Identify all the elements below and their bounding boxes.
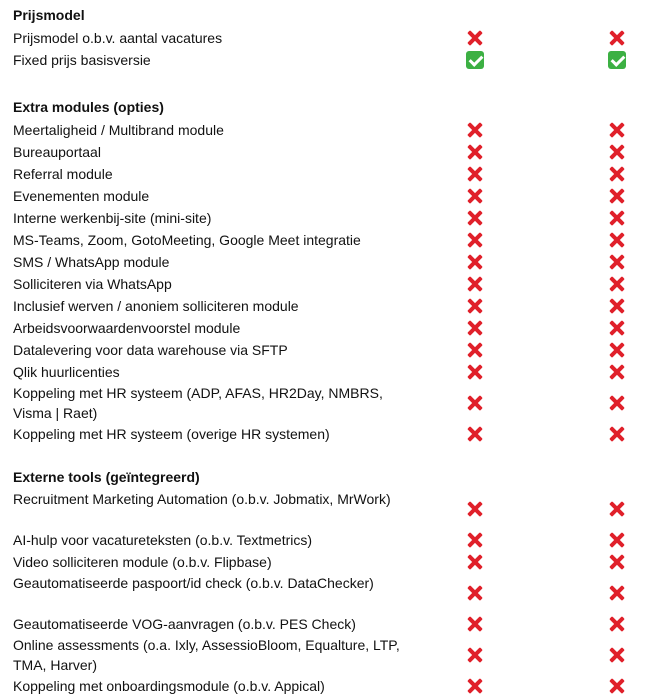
table-row (0, 361, 658, 383)
feature-label: Bureauportaal (13, 144, 101, 160)
cross-icon (607, 164, 627, 184)
cross-icon (607, 583, 627, 603)
table-row (0, 489, 658, 529)
cross-icon (465, 424, 485, 444)
cross-icon (607, 530, 627, 550)
table-row (0, 273, 658, 295)
check-icon (607, 50, 627, 70)
feature-label: Video solliciteren module (o.b.v. Flipbase) (13, 554, 272, 570)
check-icon (465, 50, 485, 70)
cross-icon (465, 230, 485, 250)
cross-icon (607, 186, 627, 206)
table-row (0, 251, 658, 273)
table-row (0, 613, 658, 635)
feature-label: Koppeling met HR systeem (ADP, AFAS, HR2Day, NMBRS, Visma | Raet) (13, 385, 383, 421)
table-row (0, 529, 658, 551)
cross-icon (465, 186, 485, 206)
table-row (0, 207, 658, 229)
cross-icon (465, 499, 485, 519)
feature-label: Arbeidsvoorwaardenvoorstel module (13, 320, 241, 336)
table-row (0, 635, 658, 675)
cross-icon (465, 340, 485, 360)
section-title: Externe tools (geïntegreerd) (13, 469, 200, 485)
table-row (0, 141, 658, 163)
cross-icon (465, 120, 485, 140)
feature-label: Prijsmodel o.b.v. aantal vacatures (13, 30, 223, 46)
cross-icon (607, 208, 627, 228)
cross-icon (607, 552, 627, 572)
section-title: Prijsmodel (13, 7, 85, 23)
table-row (0, 339, 658, 361)
cross-icon (465, 530, 485, 550)
cross-icon (465, 274, 485, 294)
feature-label: Inclusief werven / anoniem solliciteren module (13, 298, 299, 314)
feature-label: Geautomatiseerde paspoort/id check (o.b.v. DataChecker) (13, 575, 374, 591)
feature-label: Solliciteren via WhatsApp (13, 276, 172, 292)
cross-icon (607, 120, 627, 140)
table-row (0, 675, 658, 697)
feature-label: Koppeling met onboardingsmodule (o.b.v. Appical) (13, 678, 325, 694)
cross-icon (607, 393, 627, 413)
feature-label: Qlik huurlicenties (13, 364, 120, 380)
cross-icon (465, 296, 485, 316)
cross-icon (607, 362, 627, 382)
feature-label: Interne werkenbij-site (mini-site) (13, 210, 212, 226)
feature-label: Meertaligheid / Multibrand module (13, 122, 224, 138)
table-row (0, 49, 658, 71)
table-row (0, 185, 658, 207)
cross-icon (607, 424, 627, 444)
cross-icon (465, 552, 485, 572)
cross-icon (607, 230, 627, 250)
feature-label: Koppeling met HR systeem (overige HR systemen) (13, 426, 330, 442)
cross-icon (607, 318, 627, 338)
cross-icon (607, 274, 627, 294)
feature-label: Referral module (13, 166, 113, 182)
cross-icon (465, 142, 485, 162)
cross-icon (465, 252, 485, 272)
table-row (0, 383, 658, 423)
cross-icon (465, 28, 485, 48)
feature-label: Recruitment Marketing Automation (o.b.v. Jobmatix, MrWork) (13, 491, 391, 507)
feature-label: Online assessments (o.a. Ixly, AssessioBloom, Equalture, LTP, TMA, Harver) (13, 637, 400, 673)
cross-icon (607, 645, 627, 665)
cross-icon (607, 252, 627, 272)
cross-icon (465, 393, 485, 413)
cross-icon (607, 614, 627, 634)
table-row (0, 423, 658, 445)
section-title: Extra modules (opties) (13, 99, 164, 115)
table-row (0, 551, 658, 573)
feature-label: Fixed prijs basisversie (13, 52, 151, 68)
cross-icon (465, 614, 485, 634)
table-row (0, 573, 658, 613)
cross-icon (607, 142, 627, 162)
cross-icon (465, 645, 485, 665)
feature-label: MS-Teams, Zoom, GotoMeeting, Google Meet integratie (13, 232, 361, 248)
table-row (0, 317, 658, 339)
cross-icon (465, 583, 485, 603)
cross-icon (607, 676, 627, 696)
feature-label: Evenementen module (13, 188, 150, 204)
cross-icon (607, 340, 627, 360)
feature-label: Datalevering voor data warehouse via SFTP (13, 342, 288, 358)
table-row (0, 295, 658, 317)
feature-label: Geautomatiseerde VOG-aanvragen (o.b.v. PES Check) (13, 616, 356, 632)
cross-icon (465, 362, 485, 382)
table-row (0, 163, 658, 185)
table-row (0, 27, 658, 49)
cross-icon (607, 499, 627, 519)
table-row (0, 119, 658, 141)
cross-icon (465, 164, 485, 184)
feature-label: AI-hulp voor vacatureteksten (o.b.v. Textmetrics) (13, 532, 313, 548)
cross-icon (607, 28, 627, 48)
cross-icon (465, 318, 485, 338)
table-row (0, 229, 658, 251)
feature-label: SMS / WhatsApp module (13, 254, 170, 270)
cross-icon (607, 296, 627, 316)
cross-icon (465, 208, 485, 228)
cross-icon (465, 676, 485, 696)
